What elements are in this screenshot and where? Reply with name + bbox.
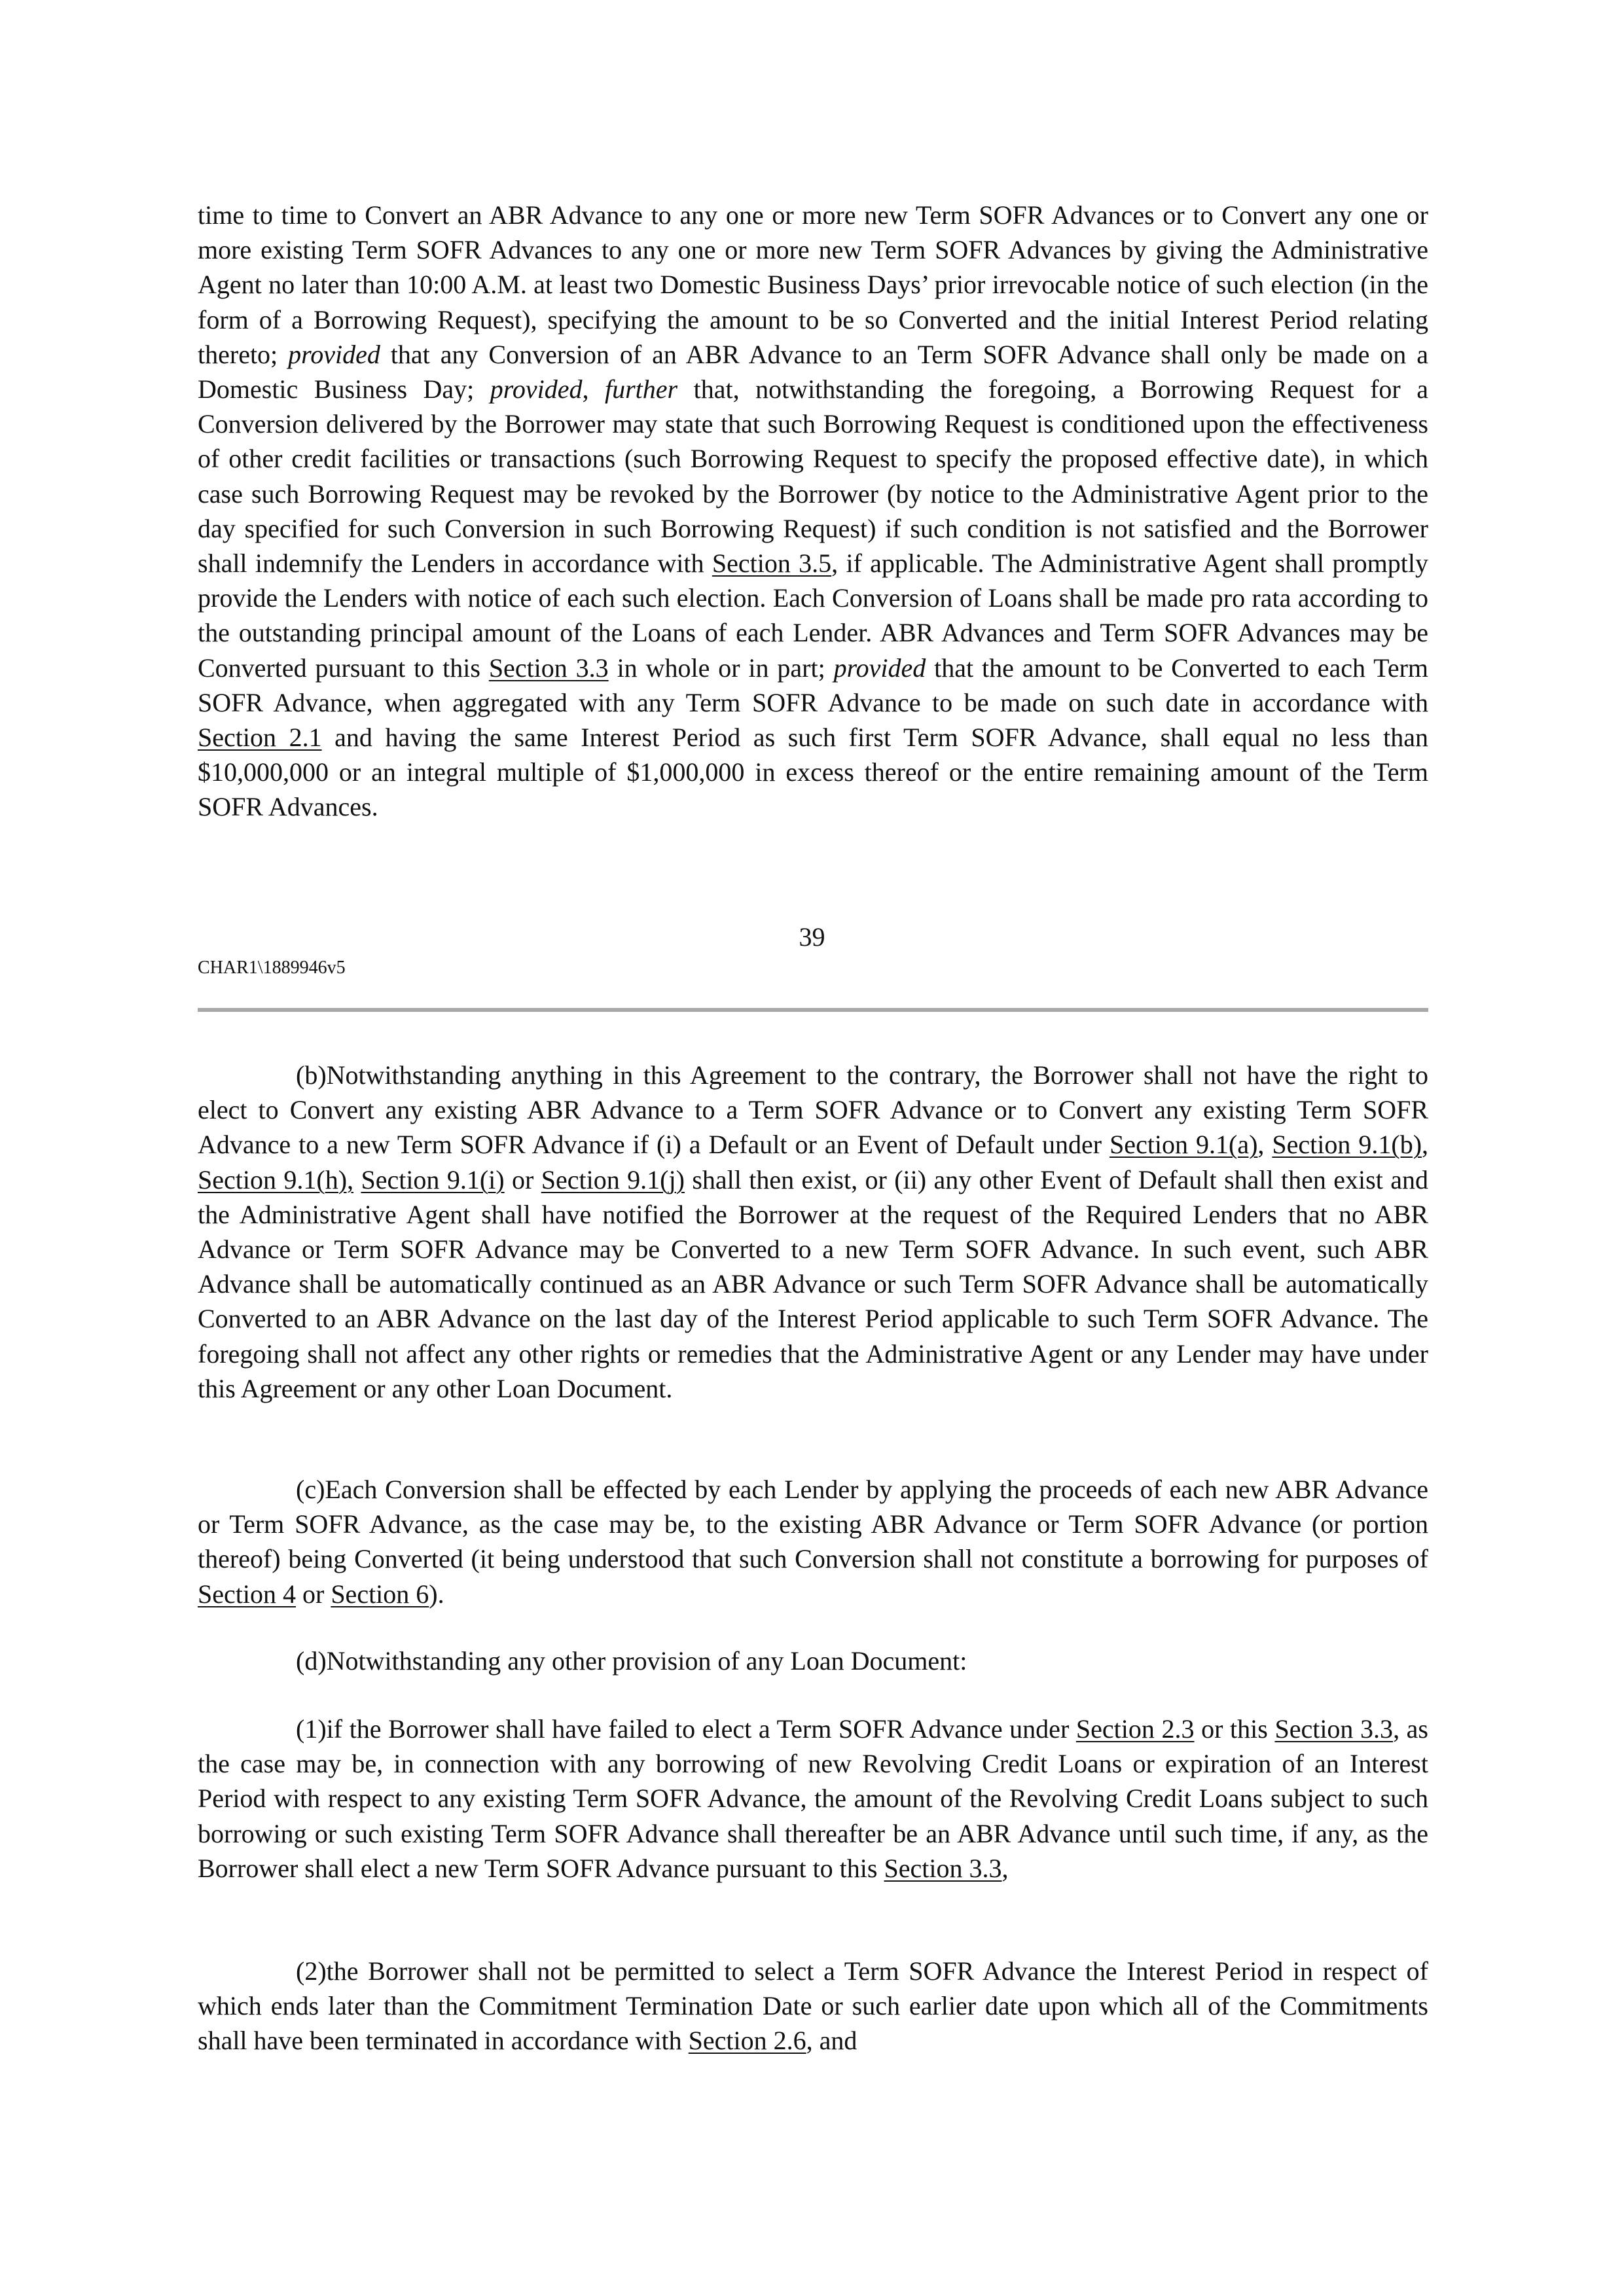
paragraph-2	[198, 1954, 1428, 2058]
text-run: (b)Notwithstanding anything in this Agreement to the contrary, the Borrower shall not have the right to elect to Convert any existing ABR Advance to a Term SOFR Advance or to Convert any existing Term SOFR Advance to a new Term SOFR Advance if (i) a Default or an Event of Default under	[198, 1060, 1428, 1160]
text-run: ,	[1001, 1853, 1009, 1883]
section-reference-4: Section 4	[198, 1579, 296, 1609]
text-run: that any Conversion of an ABR Advance to an Term SOFR Advance shall only be made on a Domestic Business Day;	[198, 339, 1428, 404]
text-run: , if applicable. The Administrative Agent shall promptly provide the Lenders with notice of each such election. Each Conversion of Loans shall be made pro rata according to the outstanding principal amount of the Loans of each Lender. ABR Advances and Term SOFR Advances may be Converted pursuant to this	[198, 548, 1429, 683]
text-run: ,	[1422, 1130, 1429, 1160]
section-reference-3-5: Section 3.5	[712, 548, 832, 579]
paragraph-1	[198, 1712, 1428, 1886]
italic-provided: provided	[490, 374, 583, 404]
section-reference-9-1-j: Section 9.1(j)	[541, 1164, 685, 1194]
paragraph-d	[198, 1643, 1428, 1678]
section-reference-6: Section 6	[331, 1579, 429, 1609]
text-run: or this	[1194, 1714, 1275, 1744]
text-run: in whole or in part;	[608, 653, 834, 683]
text-run: (1)if the Borrower shall have failed to elect a Term SOFR Advance under	[296, 1714, 1076, 1744]
text-run: or	[504, 1164, 541, 1194]
paragraph-text	[198, 198, 1428, 825]
page-number: 39	[799, 922, 825, 952]
text-run	[353, 1165, 361, 1194]
section-reference-9-1-a: Section 9.1(a)	[1110, 1130, 1258, 1160]
text-run: that, notwithstanding the foregoing, a Borrowing Request for a Conversion delivered by the Borrower may state that such Borrowing Request is conditioned upon the effectiveness of other credit facilities or transactions (such Borrowing Request to specify the proposed effective date), in which case such Borrowing Request may be revoked by the Borrower (by notice to the Administrative Agent prior to the day specified for such Conversion in such Borrowing Request) if such condition is not satisfied and the Borrower shall indemnify the Lenders in accordance with	[198, 374, 1428, 579]
text-run: ,	[582, 374, 605, 404]
paragraph-c	[198, 1472, 1428, 1611]
section-reference-2-3: Section 2.3	[1075, 1714, 1195, 1744]
section-reference-2-6: Section 2.6	[688, 2026, 806, 2056]
paragraph-text	[198, 1954, 1428, 2058]
text-run: , and	[806, 2026, 857, 2056]
paragraph-text	[198, 1058, 1428, 1406]
text-run: or	[295, 1579, 331, 1609]
paragraph-text: (d)Notwithstanding any other provision of any Loan Document:	[296, 1646, 967, 1676]
paragraph-text	[198, 1712, 1428, 1886]
italic-provided: provided	[833, 653, 926, 683]
text-run: ,	[1257, 1130, 1272, 1160]
page-break-divider	[198, 1008, 1428, 1012]
italic-further: further	[604, 374, 678, 404]
text-run: and having the same Interest Period as such first Term SOFR Advance, shall equal no less than $10,000,000 or an integral multiple of $1,000,000 in excess thereof or the entire remaining amount of the Term SOFR Advances.	[198, 723, 1428, 822]
section-reference-9-1-b: Section 9.1(b)	[1272, 1130, 1422, 1160]
text-run: time to time to Convert an ABR Advance to any one or more new Term SOFR Advances or to Convert any one or more existing Term SOFR Advances to any one or more new Term SOFR Advances by giving the Administrative Agent no later than 10:00 A.M. at least two Domestic Business Days’ prior irrevocable notice of such election (in the form of a Borrowing Request), specifying the amount to be so Converted and the initial Interest Period relating thereto;	[198, 200, 1428, 369]
section-reference-3-3: Section 3.3	[488, 653, 609, 683]
continued-paragraph-section-3-3	[198, 198, 1428, 825]
italic-provided: provided	[288, 339, 380, 369]
section-reference-9-1-i: Section 9.1(i)	[361, 1164, 505, 1194]
document-id: CHAR1\1889946v5	[198, 958, 346, 978]
section-reference-3-3: Section 3.3	[884, 1853, 1002, 1883]
section-reference-9-1-h: Section 9.1(h),	[198, 1164, 354, 1194]
paragraph-text	[198, 1472, 1428, 1611]
text-run: (2)the Borrower shall not be permitted to select a Term SOFR Advance the Interest Period in respect of which ends later than the Commitment Termination Date or such earlier date upon which all of the Commitments shall have been terminated in accordance with	[198, 1956, 1428, 2056]
section-reference-3-3: Section 3.3	[1274, 1714, 1394, 1744]
text-run: (c)Each Conversion shall be effected by each Lender by applying the proceeds of each new ABR Advance or Term SOFR Advance, as the case may be, to the existing ABR Advance or Term SOFR Advance (or portion thereof) being Converted (it being understood that such Conversion shall not constitute a borrowing for purposes of	[198, 1475, 1428, 1574]
text-run: shall then exist, or (ii) any other Event of Default shall then exist and the Administrative Agent shall have notified the Borrower at the request of the Required Lenders that no ABR Advance or Term SOFR Advance may be Converted to a new Term SOFR Advance. In such event, such ABR Advance shall be automatically continued as an ABR Advance or such Term SOFR Advance shall be automatically Converted to an ABR Advance on the last day of the Interest Period applicable to such Term SOFR Advance. The foregoing shall not affect any other rights or remedies that the Administrative Agent or any Lender may have under this Agreement or any other Loan Document.	[198, 1164, 1429, 1403]
section-reference-2-1: Section 2.1	[198, 723, 322, 753]
text-run: ).	[429, 1579, 444, 1609]
text-run: , as the case may be, in connection with any borrowing of new Revolving Credit Loans or expiration of an Interest Period with respect to any existing Term SOFR Advance, the amount of the Revolving Credit Loans subject to such borrowing or such existing Term SOFR Advance shall thereafter be an ABR Advance until such time, if any, as the Borrower shall elect a new Term SOFR Advance pursuant to this	[198, 1714, 1428, 1883]
paragraph-b	[198, 1058, 1428, 1406]
text-run: that the amount to be Converted to each Term SOFR Advance, when aggregated with any Term SOFR Advance to be made on such date in accordance with	[198, 653, 1429, 717]
